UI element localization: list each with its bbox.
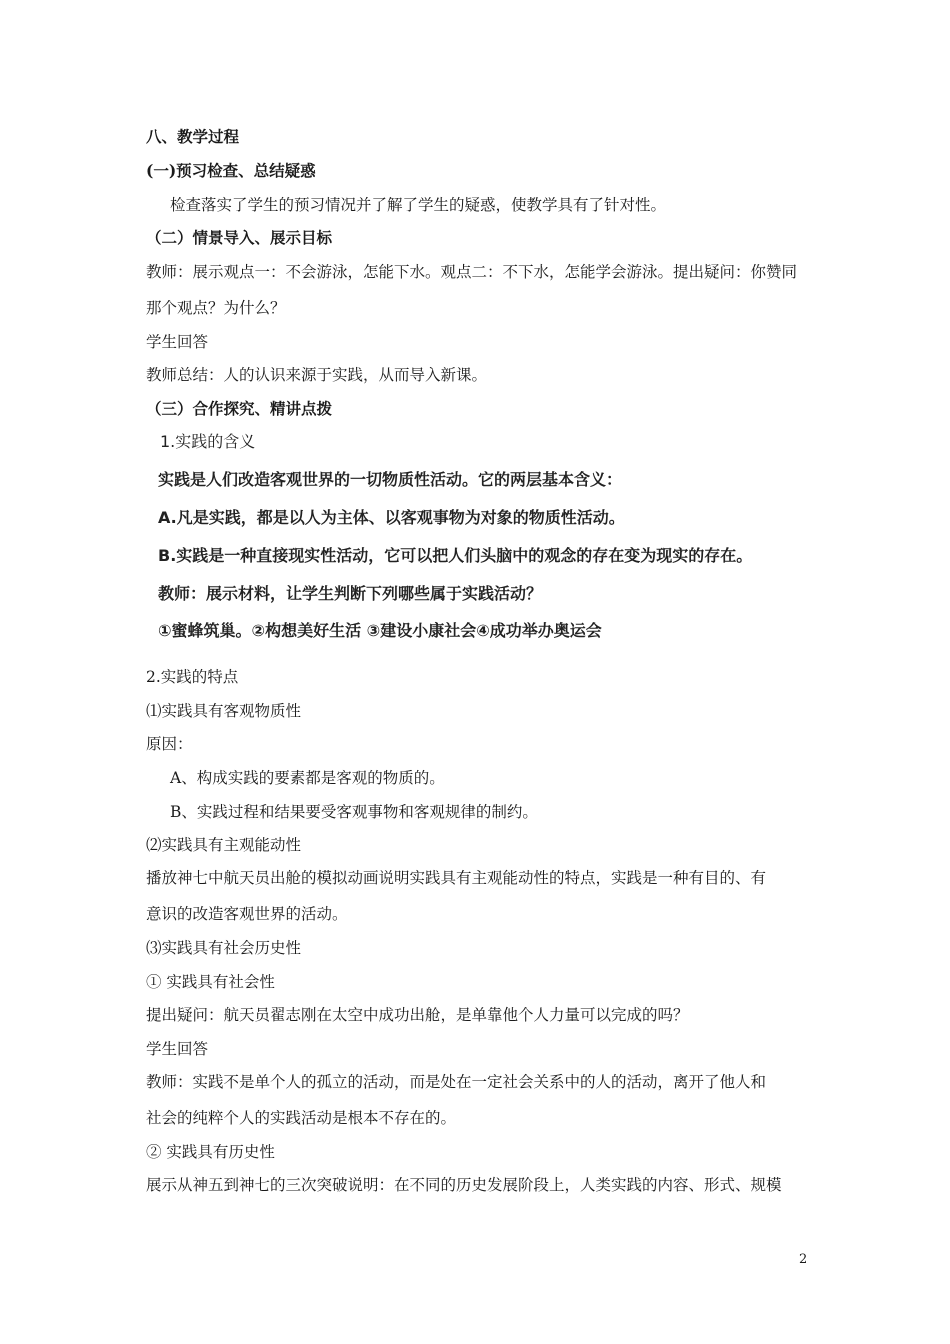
section-title: 八、教学过程 [146, 127, 240, 146]
sub2-heading: （二）情景导入、展示目标 [146, 228, 333, 247]
sub2-summary: 教师总结：人的认识来源于实践，从而导入新课。 [146, 366, 488, 384]
reason-label: 原因： [146, 735, 193, 753]
social-title: ① 实践具有社会性 [146, 973, 275, 991]
embedded-slide-image [152, 423, 753, 651]
feature3-title: ⑶实践具有社会历史性 [146, 939, 302, 957]
history-title: ② 实践具有历史性 [146, 1143, 275, 1161]
social-question: 提出疑问：航天员翟志刚在太空中成功出舱，是单靠他个人力量可以完成的吗？ [146, 1006, 689, 1024]
sub1-heading: (一)预习检查、总结疑惑 [146, 161, 316, 180]
sub3-heading: （三）合作探究、精讲点拨 [146, 399, 333, 418]
image-line-1: 1.实践的含义 [160, 432, 256, 451]
sub2-line1: 教师：展示观点一：不会游泳，怎能下水。观点二：不下水，怎能学会游泳。提出疑问：你赞同 [146, 263, 798, 281]
features-heading: 2.实践的特点 [146, 668, 239, 686]
sub1-text: 检查落实了学生的预习情况并了解了学生的疑惑，使教学具有了针对性。 [170, 196, 667, 214]
teacher-line1: 教师：实践不是单个人的孤立的活动，而是处在一定社会关系中的人的活动，离开了他人和 [146, 1073, 767, 1091]
page-number: 2 [799, 1252, 808, 1267]
feature2-line1: 播放神七中航天员出舱的模拟动画说明实践具有主观能动性的特点，实践是一种有目的、有 [146, 869, 767, 887]
feature2-line2: 意识的改造客观世界的活动。 [146, 905, 348, 923]
sub2-line2: 那个观点？为什么？ [146, 299, 286, 317]
history-line: 展示从神五到神七的三次突破说明：在不同的历史发展阶段上，人类实践的内容、形式、规模 [146, 1176, 782, 1194]
feature2-title: ⑵实践具有主观能动性 [146, 836, 302, 854]
reason-a: A、构成实践的要素都是客观的物质的。 [170, 769, 445, 787]
reason-b: B、实践过程和结果要受客观事物和客观规律的制约。 [170, 803, 538, 821]
image-line-4: B.实践是一种直接现实性活动，它可以把人们头脑中的观念的存在变为现实的存在。 [158, 546, 753, 565]
image-line-3: A.凡是实践，都是以人为主体、以客观事物为对象的物质性活动。 [158, 508, 625, 527]
feature1-title: ⑴实践具有客观物质性 [146, 702, 302, 720]
teacher-line2: 社会的纯粹个人的实践活动是根本不存在的。 [146, 1109, 457, 1127]
image-line-2: 实践是人们改造客观世界的一切物质性活动。它的两层基本含义： [158, 470, 623, 489]
image-line-6: ①蜜蜂筑巢。②构想美好生活 ③建设小康社会④成功举办奥运会 [158, 621, 602, 640]
social-student: 学生回答 [146, 1040, 209, 1058]
sub2-student: 学生回答 [146, 333, 209, 351]
image-line-5: 教师：展示材料，让学生判断下列哪些属于实践活动？ [158, 584, 543, 603]
